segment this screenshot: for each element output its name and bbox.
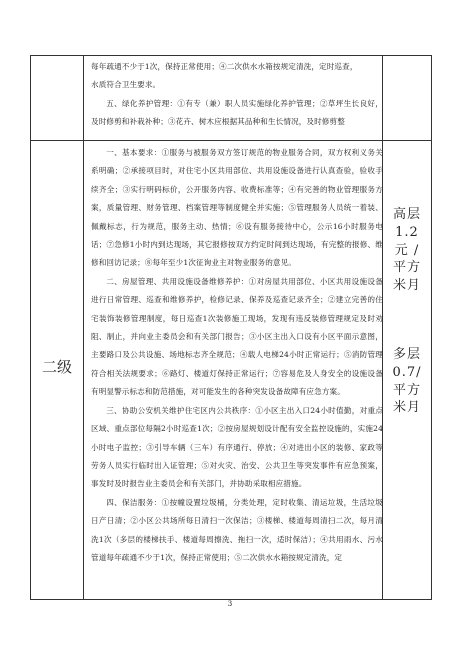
p1-line: 示16小时服务电话；⑦急修1小时内到达现场，其它报修按双方约定时间到达现场， xyxy=(91,221,383,250)
p2-line: 规定及时劝阻、制止，并向业主委员会和有关部门报告；③小区主出入口设有小区平面示意图，主要路口及公共设施、场地标志齐全规范；④载人电 xyxy=(91,313,383,360)
price-text: 1.2 xyxy=(395,224,419,240)
p3-line: 区的装修、家政等劳务人员实行临时出入证管理；⑤对火灾、治安、公共卫生等 xyxy=(91,442,383,470)
top-line: 水质符合卫生要求。 xyxy=(91,80,161,90)
price-text: 多层 xyxy=(392,347,421,362)
price-text: 平方 xyxy=(392,260,421,276)
greening-line: 好，及时修剪和补栽补种；③花卉、树木应根据其品种和生长情况，及时修剪整 xyxy=(91,98,383,127)
p4-line: 次（多层的楼梯扶手、楼道每周擦洗、拖扫一次，适时保洁）；④共用雨水、污水 xyxy=(103,534,384,544)
p3-line: 措施。 xyxy=(283,479,307,489)
p2-line: 各种突发设备故障有应急方案。 xyxy=(237,387,345,397)
p2-line: 运行；⑦容易危及人身安全的设施设备有明显警示标志和防范措施，对可能发生的 xyxy=(91,368,384,397)
p3-line: 突发事件有应急预案，事发时及时报告业主委员会和有关部门，并协助采取相应 xyxy=(91,460,384,489)
grade-content xyxy=(91,144,383,567)
p2-line: 梯24小时正常运行；⑤消防管理符合相关法规要求；⑥路灯、楼道灯保持正常 xyxy=(91,350,383,378)
p2-line: 完善的住宅装饰装修管理制度，每日巡查1次装修施工现场，发现有违反装修管理 xyxy=(91,295,383,323)
housing-management-paragraph xyxy=(91,273,383,402)
top-line: 每年疏通不少于1次，保持正常使用；④二次供水水箱按规定清洗，定时巡查， xyxy=(91,62,358,71)
column-divider-grade xyxy=(83,56,84,599)
price-multi-storey xyxy=(382,346,432,417)
p1-line: 管理服务方案，质量管理、财务管理、档案管理等制度健全并实施；⑤管理服务人 xyxy=(91,184,384,213)
greening-title: 五、绿化养护管理： xyxy=(106,98,178,108)
price-high-rise xyxy=(382,206,432,295)
p3-line: 对重点区域、重点部位每隔2小时巡查1次；②按房屋规划设计配有安全监控设 xyxy=(91,405,383,434)
p4-line: 四、保洁服务：①按幢设置垃圾桶，分类处理，定时收集、清运垃圾，生活 xyxy=(106,497,368,507)
price-text: 米月 xyxy=(392,278,421,294)
greening-paragraph xyxy=(91,95,383,132)
p4-line: 管道每年疏通不少于1次，保持正常使用；⑤二次供水水箱按规定清洗，定 xyxy=(91,552,343,562)
top-section-text xyxy=(91,58,383,132)
public-order-paragraph xyxy=(91,402,383,494)
price-text: 0.7/ xyxy=(392,364,422,380)
p4-line: 垃圾日产日清；②小区公共场所每日清扫一次保洁；③楼梯、楼道每周清扫二次，每月清洗1 xyxy=(91,497,383,544)
cleaning-paragraph xyxy=(91,494,383,568)
grade-label: 二级 xyxy=(41,358,72,376)
price-text: 元 / xyxy=(394,242,420,258)
greening-line: ①有专（兼）职人员实施绿化养护管理；②草坪生长良 xyxy=(177,98,368,108)
p2-line: 二、房屋管理、共用设施设备维修养护：①对房屋共用部位、小区共用设施 xyxy=(106,276,368,286)
price-text: 米月 xyxy=(392,400,421,416)
price-text: 高层 xyxy=(392,207,421,222)
row-divider xyxy=(31,140,431,141)
page-number: 3 xyxy=(227,600,233,608)
p1-line: 务关系明确；②承接项目时，对住宅小区共用部位、共用设施设备进行认真查验， xyxy=(91,148,383,176)
p3-line: 施的，实施24小时电子监控；③引导车辆（三车）有序通行、停放；④对进出小 xyxy=(91,424,383,452)
p1-line: 验收手续齐全；③实行明码标价，公开服务内容、收费标准等；④有完善的物业 xyxy=(91,166,383,194)
p3-line: 三、协助公安机关维护住宅区内公共秩序：①小区主出入口24小时值勤， xyxy=(106,405,360,415)
basic-requirements-paragraph xyxy=(91,144,383,273)
p1-line: 一、基本要求：①服务与被服务双方签订规范的物业服务合同，双方权利义 xyxy=(106,148,368,157)
p2-line: 设备进行日常管理、巡查和维修养护，检修记录、保养及巡查记录齐全；②建立 xyxy=(91,276,383,305)
p1-line: 员统一着装、佩戴标志，行为规范，服务主动、热情；⑥设有服务接待中心，公 xyxy=(91,203,383,231)
p1-line: 有完整的报修、维修和回访记录；⑧每年至少1次征询业主对物业服务的意见。 xyxy=(91,240,384,268)
price-text: 平方 xyxy=(392,382,421,398)
service-standard-table xyxy=(30,55,432,600)
